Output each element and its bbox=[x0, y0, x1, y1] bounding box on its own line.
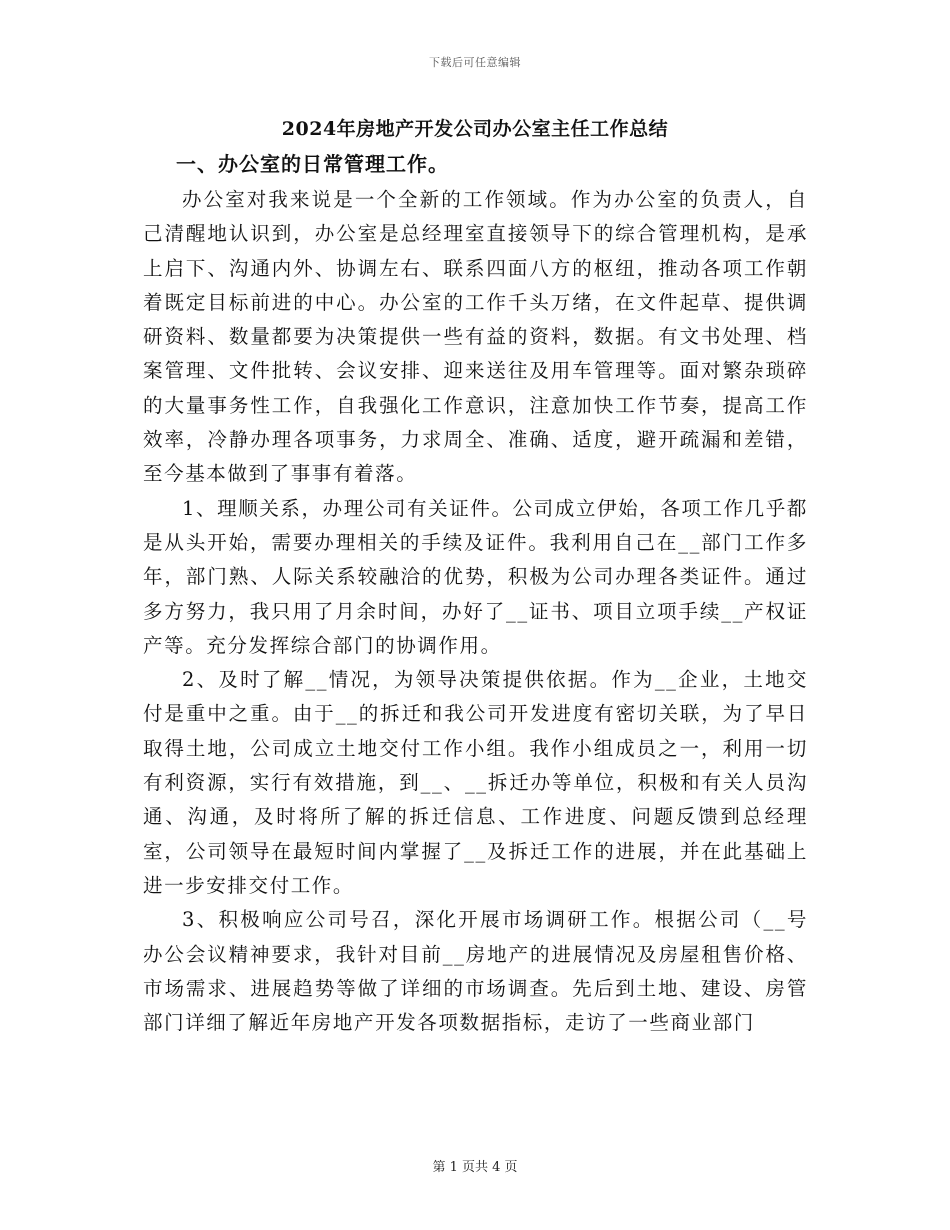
section-heading: 一、办公室的日常管理工作。 bbox=[176, 152, 449, 176]
header-note: 下载后可任意编辑 bbox=[429, 56, 521, 69]
document-title: 2024年房地产开发公司办公室主任工作总结 bbox=[281, 118, 669, 140]
page-footer: 第 1 页共 4 页 bbox=[432, 1160, 518, 1175]
paragraph-intro: 办公室对我来说是一个全新的工作领域。作为办公室的负责人，自己清醒地认识到，办公室是总经理室直接领导下的综合管理机构，是承上启下、沟通内外、协调左右、联系四面八方的枢纽，推动各项工作朝着既定目标前进的中心。办公室的工作千头万绪，在文件起草、提供调研资料、数量都要为决策提供一些有益的资料，数据。有文书处理、档案管理、文件批转、会议安排、迎来送往及用车管理等。面对繁杂琐碎的大量事务性工作，自我强化工作意识，注意加快工作节奏，提高工作效率，冷静办理各项事务，力求周全、准确、适度，避开疏漏和差错，至今基本做到了事事有着落。 bbox=[143, 188, 808, 486]
document-body bbox=[143, 183, 808, 1040]
paragraph-item-3: 3、积极响应公司号召，深化开展市场调研工作。根据公司（__号办公会议精神要求，我针对目前__房地产的进展情况及房屋租售价格、市场需求、进展趋势等做了详细的市场调查。先后到土地、建设、房管部门详细了解近年房地产开发各项数据指标，走访了一些商业部门 bbox=[143, 908, 808, 1035]
paragraph-item-2: 2、及时了解__情况，为领导决策提供依据。作为__企业，土地交付是重中之重。由于__的拆迁和我公司开发进度有密切关联，为了早日取得土地，公司成立土地交付工作小组。我作小组成员之一，利用一切有利资源，实行有效措施，到__、__拆迁办等单位，积极和有关人员沟通、沟通，及时将所了解的拆迁信息、工作进度、问题反馈到总经理室，公司领导在最短时间内掌握了__及拆迁工作的进展，并在此基础上进一步安排交付工作。 bbox=[143, 668, 808, 897]
paragraph-item-1: 1、理顺关系，办理公司有关证件。公司成立伊始，各项工作几乎都是从头开始，需要办理相关的手续及证件。我利用自己在__部门工作多年，部门熟、人际关系较融洽的优势，积极为公司办理各类证件。通过多方努力，我只用了月余时间，办好了__证书、项目立项手续__产权证产等。充分发挥综合部门的协调作用。 bbox=[143, 496, 808, 657]
